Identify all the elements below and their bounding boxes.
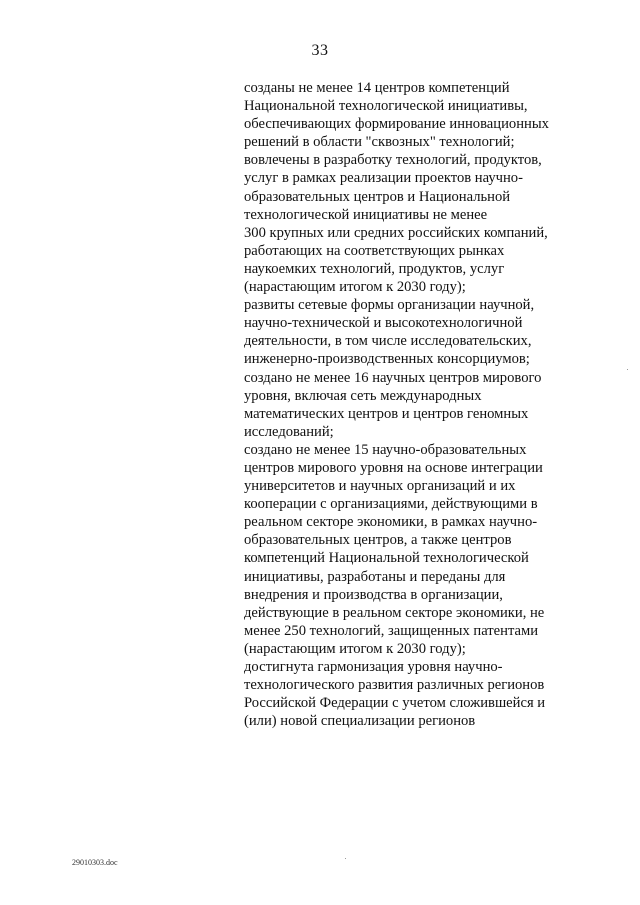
text-line: реальном секторе экономики, в рамках научно- — [244, 514, 538, 531]
scan-speck — [345, 858, 346, 859]
text-line: деятельности, в том числе исследовательских, — [244, 333, 532, 350]
text-line: технологического развития различных регионов — [244, 677, 545, 694]
text-line: Национальной технологической инициативы, — [244, 98, 528, 115]
text-line: университетов и научных организаций и их — [244, 478, 516, 495]
text-line: работающих на соответствующих рынках — [244, 242, 505, 259]
text-line: действующие в реальном секторе экономики, не — [244, 604, 545, 621]
text-line: математических центров и центров геномных — [244, 405, 529, 422]
text-line: внедрения и производства в организации, — [244, 586, 503, 603]
text-line: обеспечивающих формирование инновационных — [244, 116, 549, 133]
text-line: создано не менее 16 научных центров мирового — [244, 369, 542, 386]
text-line: наукоемких технологий, продуктов, услуг — [244, 260, 505, 277]
text-line: научно-технической и высокотехнологичной — [244, 315, 523, 332]
text-line: уровня, включая сеть международных — [244, 387, 482, 404]
text-line: решений в области "сквозных" технологий; — [244, 134, 515, 151]
text-line: инженерно-производственных консорциумов; — [244, 351, 530, 368]
text-line: услуг в рамках реализации проектов научно- — [244, 170, 523, 187]
text-line: (или) новой специализации регионов — [244, 713, 476, 730]
text-line: исследований; — [244, 423, 334, 440]
text-line: достигнута гармонизация уровня научно- — [244, 659, 503, 675]
page-number: 33 — [311, 42, 329, 59]
scan-speck — [627, 369, 628, 370]
text-line: развиты сетевые формы организации научной, — [244, 297, 535, 314]
text-line: (нарастающим итогом к 2030 году); — [244, 279, 466, 296]
text-line: технологической инициативы не менее — [244, 206, 488, 223]
text-line: инициативы, разработаны и переданы для — [244, 568, 506, 585]
text-line: вовлечены в разработку технологий, продуктов, — [244, 152, 542, 169]
text-line: создано не менее 15 научно-образовательных — [244, 441, 527, 458]
body-text — [244, 79, 624, 730]
text-line: компетенций Национальной технологической — [244, 550, 529, 567]
text-line: (нарастающим итогом к 2030 году); — [244, 640, 466, 657]
text-line: образовательных центров, а также центров — [244, 532, 512, 549]
text-line: 300 крупных или средних российских компаний, — [244, 224, 548, 241]
text-line: менее 250 технологий, защищенных патентами — [244, 622, 539, 639]
text-line: образовательных центров и Национальной — [244, 188, 511, 205]
text-line: Российской Федерации с учетом сложившейся и — [244, 695, 546, 712]
text-line: центров мирового уровня на основе интеграции — [244, 459, 543, 476]
text-line: кооперации с организациями, действующими в — [244, 496, 538, 513]
footer-filename: 29010303.doc — [72, 858, 118, 867]
text-line: созданы не менее 14 центров компетенций — [244, 80, 510, 96]
